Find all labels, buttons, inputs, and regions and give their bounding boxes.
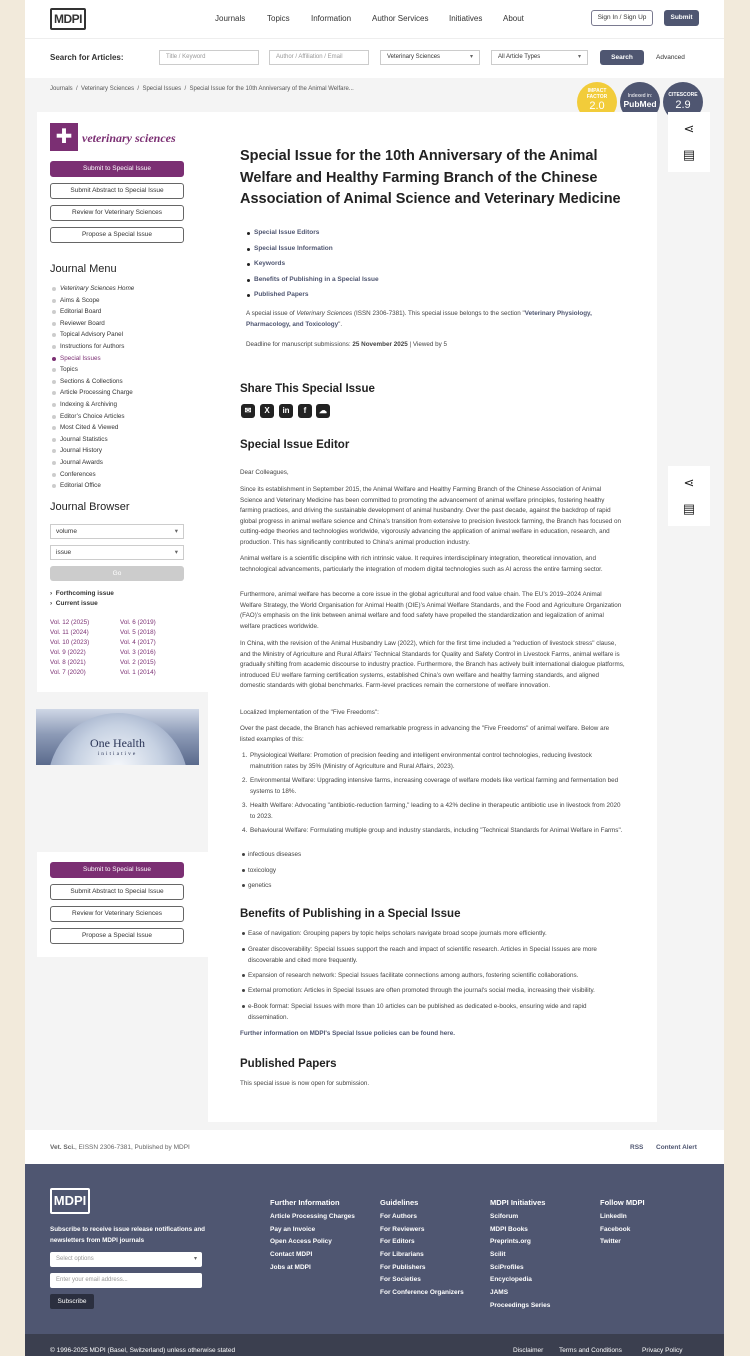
intro-journal: Veterinary Sciences xyxy=(296,310,353,317)
chevron-right-icon: › xyxy=(50,590,56,597)
intro-mid: (ISSN 2306-7381). This special issue belongs to the section " xyxy=(352,310,525,317)
list-text: Environmental Welfare: Upgrading intensive farms, increasing coverage of welfare models like vertical farming and fermentation bed systems to 18%. xyxy=(250,777,619,795)
menu-editors-choice[interactable]: Editor’s Choice Articles xyxy=(52,411,202,423)
submit-abstract-button[interactable]: Submit Abstract to Special Issue xyxy=(50,183,184,199)
volume-link[interactable]: Vol. 9 (2022) xyxy=(50,649,86,656)
chevron-down-icon: ▾ xyxy=(174,528,178,535)
paragraph-1: Since its establishment in September 2015, the Animal Welfare and Healthy Farming Branch of the Chinese Association of Animal Science and Veterinary Medicine has been committed to promoting the advancement of animal welfare principles, fostering healthy farming practices, and driving the sustainable development of animal husbandry. Over the past decade, against the backdrop of rapid global progress in animal welfare science and China’s transition from extensive to precision livestock farming, the Branch has focused on cutting-edge theories and technologies worldwide, vigorously advancing the application of animal welfare in education, research, and production. This has significantly contributed to China’s animal production industry. xyxy=(240,486,622,546)
facebook-icon[interactable]: f xyxy=(298,404,312,418)
current-issue-link[interactable] xyxy=(50,600,98,607)
menu-editorial-board[interactable]: Editorial Board xyxy=(52,306,202,318)
breadcrumb-special-issues[interactable]: Special Issues xyxy=(142,86,182,92)
volume-select-value: volume xyxy=(56,528,77,535)
nav-about[interactable]: About xyxy=(503,14,524,23)
benefit-item: Greater discoverability: Special Issues support the reach and impact of scientific research. Articles in Special Issues are more discoverable and cited more frequently. xyxy=(248,945,624,966)
list-item xyxy=(242,801,625,822)
intro-prefix: A special issue of xyxy=(246,310,297,317)
impact-label: IMPACT FACTOR xyxy=(586,88,608,100)
chevron-down-icon: ▾ xyxy=(577,54,581,60)
issue-select-value: issue xyxy=(56,549,72,556)
list-number: 3. xyxy=(242,802,248,809)
chevron-down-icon: ▾ xyxy=(174,549,178,556)
volume-link[interactable]: Vol. 1 (2014) xyxy=(120,669,156,676)
footer-col-follow xyxy=(600,1198,645,1251)
footer-link[interactable]: Encyclopedia xyxy=(490,1276,532,1284)
sign-in-button[interactable]: Sign In / Sign Up xyxy=(591,10,653,26)
submit-to-special-issue-button[interactable]: Submit to Special Issue xyxy=(50,862,184,878)
submit-abstract-button[interactable]: Submit Abstract to Special Issue xyxy=(50,884,184,900)
toc-editors[interactable]: Special Issue Editors xyxy=(254,229,379,245)
copyright-text: © 1996-2025 MDPI (Basel, Switzerland) unless otherwise stated xyxy=(50,1347,236,1354)
side-tools-top xyxy=(668,112,710,172)
menu-apc[interactable]: Article Processing Charge xyxy=(52,387,202,399)
published-text: This special issue is now open for submission. xyxy=(240,1080,370,1087)
pubmed-value: PubMed xyxy=(623,98,657,109)
breadcrumb-separator: / xyxy=(182,86,188,92)
volume-link[interactable]: Vol. 5 (2018) xyxy=(120,629,156,636)
menu-home-label: Veterinary Sciences Home xyxy=(60,285,135,292)
breadcrumb-separator: / xyxy=(135,86,141,92)
content-alert-link[interactable]: Content Alert xyxy=(656,1144,697,1151)
further-text: Further information on MDPI's Special Issue policies can be found xyxy=(240,1030,440,1037)
footer-link[interactable]: Open Access Policy xyxy=(270,1238,332,1246)
menu-special-issues[interactable]: Special Issues xyxy=(52,353,202,365)
citescore-value: 2.9 xyxy=(675,98,691,111)
footer-link[interactable]: Facebook xyxy=(600,1225,631,1233)
subscribe-button[interactable]: Subscribe xyxy=(50,1294,94,1309)
journal-footer-strip xyxy=(25,1130,724,1164)
citescore-label: CITESCORE xyxy=(668,92,698,98)
menu-aims-scope[interactable]: Aims & Scope xyxy=(52,295,202,307)
list-item xyxy=(242,826,625,837)
copyright-bar xyxy=(25,1334,724,1356)
keyword-item: toxicology xyxy=(248,867,277,874)
paragraph-6: Over the past decade, the Branch has achieved remarkable progress in advancing the "Five Freedoms" of animal welfare. Below are listed examples of this: xyxy=(240,725,610,743)
footer-link[interactable]: For Societies xyxy=(380,1276,421,1284)
banner-title: One Health xyxy=(90,736,145,750)
list-item xyxy=(242,776,625,797)
footer-link[interactable]: JAMS xyxy=(490,1289,509,1297)
footer-col-title: Guidelines xyxy=(380,1198,419,1207)
sidebar xyxy=(37,112,210,692)
journal-abbr: Vet. Sci. xyxy=(50,1144,75,1151)
article-type-select[interactable] xyxy=(491,50,588,65)
menu-awards[interactable]: Journal Awards xyxy=(52,457,202,469)
submit-button[interactable]: Submit xyxy=(664,10,699,26)
menu-topics[interactable]: Topics xyxy=(52,364,202,376)
footer-link[interactable]: LinkedIn xyxy=(600,1213,627,1220)
volume-link[interactable]: Vol. 3 (2016) xyxy=(120,649,156,656)
issn-text: , EISSN 2306-7381, Published by MDPI xyxy=(74,1144,190,1151)
list-number: 4. xyxy=(242,827,248,834)
share-icon[interactable]: ⋖ xyxy=(683,475,695,490)
list-number: 1. xyxy=(242,752,248,759)
feedback-icon[interactable]: ▤ xyxy=(682,501,696,516)
one-health-banner[interactable] xyxy=(36,709,199,765)
volume-link[interactable]: Vol. 6 (2019) xyxy=(120,619,156,626)
menu-conferences[interactable]: Conferences xyxy=(52,469,202,481)
title-keyword-input[interactable]: Title / Keyword xyxy=(159,50,259,65)
footer-link[interactable]: For Reviewers xyxy=(380,1225,425,1233)
list-text: Health Welfare: Advocating "antibiotic-reduction farming," leading to a 42% decline in therapeutic antibiotic use in livestock from 2020 to 2023. xyxy=(250,802,621,820)
toc-published-papers[interactable]: Published Papers xyxy=(254,291,379,307)
volume-link[interactable]: Vol. 10 (2023) xyxy=(50,639,90,646)
list-item xyxy=(242,751,625,772)
privacy-link[interactable]: Privacy Policy xyxy=(642,1347,683,1354)
volume-link[interactable]: Vol. 11 (2024) xyxy=(50,629,89,636)
footer-link[interactable]: Article Processing Charges xyxy=(270,1213,355,1220)
nav-author-services[interactable]: Author Services xyxy=(372,14,429,23)
email-icon[interactable]: ✉ xyxy=(241,404,255,418)
submit-to-special-issue-button[interactable]: Submit to Special Issue xyxy=(50,161,184,177)
chevron-down-icon: ▾ xyxy=(469,54,473,60)
intro-end: ". xyxy=(338,320,343,328)
footer-link[interactable]: MDPI Books xyxy=(490,1225,528,1233)
issue-intro xyxy=(246,309,626,330)
journal-name: veterinary sciences xyxy=(82,131,176,145)
propose-special-issue-button[interactable]: Propose a Special Issue xyxy=(50,928,184,944)
propose-special-issue-button[interactable]: Propose a Special Issue xyxy=(50,227,184,243)
page-title: Special Issue for the 10th Anniversary of the Animal Welfare and Healthy Farming Branch of the Chinese Association of Animal Science and Veterinary Medicine xyxy=(240,148,621,207)
footer-col-title: Follow MDPI xyxy=(600,1198,645,1207)
deadline xyxy=(246,340,631,351)
footer-link[interactable]: Proceedings Series xyxy=(490,1301,551,1309)
disclaimer-link[interactable]: Disclaimer xyxy=(513,1347,544,1354)
share-title: Share This Special Issue xyxy=(240,383,375,395)
further-link[interactable]: here xyxy=(439,1030,454,1037)
list-number: 2. xyxy=(242,777,248,784)
footer-link[interactable]: For Conference Organizers xyxy=(380,1289,464,1297)
list-text: Behavioural Welfare: Formulating multiple group and industry standards, including "Technical Standards for Animal Welfare in Farms". xyxy=(250,827,623,834)
volume-link[interactable]: Vol. 7 (2020) xyxy=(50,669,86,676)
newsletter-select-placeholder: Select options xyxy=(56,1256,94,1262)
benefit-item: Ease of navigation: Grouping papers by topic helps scholars navigate broad scope journals more efficiently. xyxy=(248,929,624,940)
forthcoming-label: Forthcoming issue xyxy=(55,590,114,597)
menu-reviewer-board[interactable]: Reviewer Board xyxy=(52,318,202,330)
linkedin-icon[interactable]: in xyxy=(279,404,293,418)
footer-col-title: Further Information xyxy=(270,1198,340,1207)
email-field[interactable]: Enter your email address... xyxy=(50,1273,202,1288)
footer-link[interactable]: Twitter xyxy=(600,1238,621,1246)
deadline-suffix: | Viewed by 5 xyxy=(407,341,448,348)
banner-subtitle: initiative xyxy=(97,751,138,757)
nav-topics[interactable]: Topics xyxy=(267,14,290,23)
footer-link[interactable]: For Publishers xyxy=(380,1263,426,1271)
volume-select[interactable] xyxy=(50,524,184,539)
footer-col-further-info xyxy=(270,1198,355,1276)
journal-menu-title: Journal Menu xyxy=(50,263,117,275)
deadline-prefix: Deadline for manuscript submissions: xyxy=(246,341,353,348)
breadcrumb-current: Special Issue for the 10th Anniversary of the Animal Welfare... xyxy=(189,86,354,92)
breadcrumb-journal[interactable]: Veterinary Sciences xyxy=(81,86,135,92)
side-tools-middle xyxy=(668,466,710,526)
footer-link[interactable]: Contact MDPI xyxy=(270,1251,313,1259)
wechat-icon[interactable]: ☁ xyxy=(316,404,330,418)
go-button[interactable]: Go xyxy=(50,566,184,581)
footer-link[interactable]: Scilit xyxy=(490,1251,506,1259)
menu-indexing[interactable]: Indexing & Archiving xyxy=(52,399,202,411)
current-label: Current issue xyxy=(55,600,98,607)
further-info: Further information on MDPI's Special Issue policies can be found here. xyxy=(240,1030,455,1037)
volume-link[interactable]: Vol. 4 (2017) xyxy=(120,639,156,646)
footer xyxy=(25,1164,724,1334)
review-button[interactable]: Review for Veterinary Sciences xyxy=(50,906,184,922)
page xyxy=(25,0,724,1356)
search-bar xyxy=(25,38,724,78)
journal-menu xyxy=(52,283,202,492)
footer-col-title: MDPI Initiatives xyxy=(490,1198,546,1207)
journal-logo[interactable] xyxy=(50,123,190,153)
toc-keywords[interactable]: Keywords xyxy=(254,260,379,276)
mdpi-logo[interactable]: MDPI xyxy=(50,8,86,30)
footer-col-initiatives xyxy=(490,1198,550,1315)
chevron-right-icon: › xyxy=(50,600,56,607)
indexed-label: Indexed in: xyxy=(627,93,653,99)
newsletter-select[interactable] xyxy=(50,1252,202,1267)
volume-link[interactable]: Vol. 8 (2021) xyxy=(50,659,86,666)
journal-issn xyxy=(50,1144,190,1151)
forthcoming-issue-link[interactable] xyxy=(50,590,114,597)
rss-link[interactable]: RSS xyxy=(630,1144,644,1151)
advanced-search-link[interactable]: Advanced xyxy=(656,54,685,61)
footer-col-guidelines xyxy=(380,1198,464,1302)
footer-link[interactable]: Jobs at MDPI xyxy=(270,1263,311,1271)
subscribe-text: Subscribe to receive issue release notifications and newsletters from MDPI journals xyxy=(50,1226,206,1244)
menu-instructions[interactable]: Instructions for Authors xyxy=(52,341,202,353)
editor-title: Special Issue Editor xyxy=(240,439,350,451)
footer-link[interactable]: Sciforum xyxy=(490,1213,519,1220)
paragraph-4: In China, with the revision of the Animal Husbandry Law (2022), which for the first time included a "reduction of livestock stress" clause, and the Ministry of Agriculture and Rural Affairs’ Technical Standards for Quality and Safety Control in Livestock Farms, animal welfare is gradually shifting from academic discourse to industry practice. Furthermore, the Branch has actively built international dialogue platforms, introduced EU welfare farming certification systems, established China’s own welfare and healthy farming standards, and aligned domestic standards with global benchmarks. Farm-level practices remain the cornerstone of welfare innovation. xyxy=(240,640,625,690)
review-button[interactable]: Review for Veterinary Sciences xyxy=(50,205,184,221)
benefits-title: Benefits of Publishing in a Special Issue xyxy=(240,908,461,920)
toc-information[interactable]: Special Issue Information xyxy=(254,245,379,261)
share-icon[interactable]: ⋖ xyxy=(683,121,695,136)
paragraph-5: Localized Implementation of the "Five Freedoms": xyxy=(240,709,379,716)
footer-mdpi-logo[interactable]: MDPI xyxy=(50,1188,90,1214)
footer-link[interactable]: For Authors xyxy=(380,1213,417,1220)
feedback-icon[interactable]: ▤ xyxy=(682,147,696,162)
breadcrumb-journals[interactable]: Journals xyxy=(50,86,73,92)
nav-information[interactable]: Information xyxy=(311,14,352,23)
search-button[interactable]: Search xyxy=(600,50,644,65)
main-content xyxy=(208,112,657,1122)
menu-editorial-office[interactable]: Editorial Office xyxy=(52,480,202,492)
keyword-item: genetics xyxy=(248,882,272,889)
menu-most-cited[interactable]: Most Cited & Viewed xyxy=(52,422,202,434)
list-text: Physiological Welfare: Promotion of precision feeding and intelligent environmental control technologies, reducing livestock malnutrition rates by 35% (Ministry of Agriculture and Rural Affairs, 2023). xyxy=(250,752,592,770)
footer-link[interactable]: Pay an Invoice xyxy=(270,1225,316,1233)
x-twitter-icon[interactable]: X xyxy=(260,404,274,418)
menu-topical-advisory-panel[interactable]: Topical Advisory Panel xyxy=(52,329,202,341)
footer-link[interactable]: Preprints.org xyxy=(490,1238,531,1246)
impact-value: 2.0 xyxy=(589,100,605,112)
toc-benefits[interactable]: Benefits of Publishing in a Special Issue xyxy=(254,276,379,292)
menu-home[interactable] xyxy=(52,283,202,295)
table-of-contents xyxy=(254,229,379,307)
benefit-item: e-Book format: Special Issues with more than 10 articles can be published as dedicated e-books, ensuring wide and rapid dissemination. xyxy=(248,1002,624,1023)
journal-select-value: Veterinary Sciences xyxy=(387,54,441,60)
menu-sections[interactable]: Sections & Collections xyxy=(52,376,202,388)
terms-link[interactable]: Terms and Conditions xyxy=(559,1347,622,1354)
nav-journals[interactable]: Journals xyxy=(215,14,246,23)
issue-select[interactable] xyxy=(50,545,184,560)
journal-browser-title: Journal Browser xyxy=(50,501,130,513)
benefit-item: External promotion: Articles in Special Issues are often promoted through the journal's social media, increasing their visibility. xyxy=(248,986,624,997)
menu-statistics[interactable]: Journal Statistics xyxy=(52,434,202,446)
breadcrumb-separator: / xyxy=(74,86,80,92)
paragraph-3: Furthermore, animal welfare has become a core issue in the global agricultural and food value chain. The EU’s 2019–2024 Animal Welfare Strategy, the World Organisation for Animal Health (OIE)’s Animal Welfare Standards, and the Food and Agriculture Organization (FAO)’s emphasis on the link between animal welfare and food safety have propelled the standardization and legalization of animal welfare practices worldwide. xyxy=(240,591,622,630)
paragraph-2: Animal welfare is a scientific discipline with rich intrinsic value. It requires interdisciplinary integration, theoretical innovation, and technological advancements, particularly the integration of modern digital technologies such as AI across the entire farming sector. xyxy=(240,555,603,573)
menu-history[interactable]: Journal History xyxy=(52,445,202,457)
journal-logo-icon: ✚ xyxy=(50,123,78,151)
published-title: Published Papers xyxy=(240,1058,337,1070)
deadline-date: 25 November 2025 xyxy=(352,341,408,348)
keyword-item: infectious diseases xyxy=(248,851,302,858)
breadcrumb xyxy=(50,86,354,92)
nav-initiatives[interactable]: Initiatives xyxy=(449,14,483,23)
chevron-down-icon: ▾ xyxy=(193,1256,197,1262)
footer-link[interactable]: SciProfiles xyxy=(490,1263,524,1271)
top-navbar xyxy=(25,0,724,38)
volume-link[interactable]: Vol. 2 (2015) xyxy=(120,659,156,666)
benefit-item: Expansion of research network: Special Issues facilitate connections among authors, fostering scientific collaborations. xyxy=(248,971,624,982)
footer-link[interactable]: For Librarians xyxy=(380,1251,424,1259)
journal-select[interactable] xyxy=(380,50,480,65)
author-input[interactable]: Author / Affiliation / Email xyxy=(269,50,369,65)
article-type-value: All Article Types xyxy=(498,54,541,60)
section-link[interactable]: Veterinary Physiology, Pharmacology, and Toxicology xyxy=(246,310,592,328)
search-label: Search for Articles: xyxy=(50,53,124,62)
sidebar-actions-bottom xyxy=(37,852,210,957)
volume-link[interactable]: Vol. 12 (2025) xyxy=(50,619,90,626)
greeting: Dear Colleagues, xyxy=(240,469,289,476)
footer-link[interactable]: For Editors xyxy=(380,1238,415,1246)
